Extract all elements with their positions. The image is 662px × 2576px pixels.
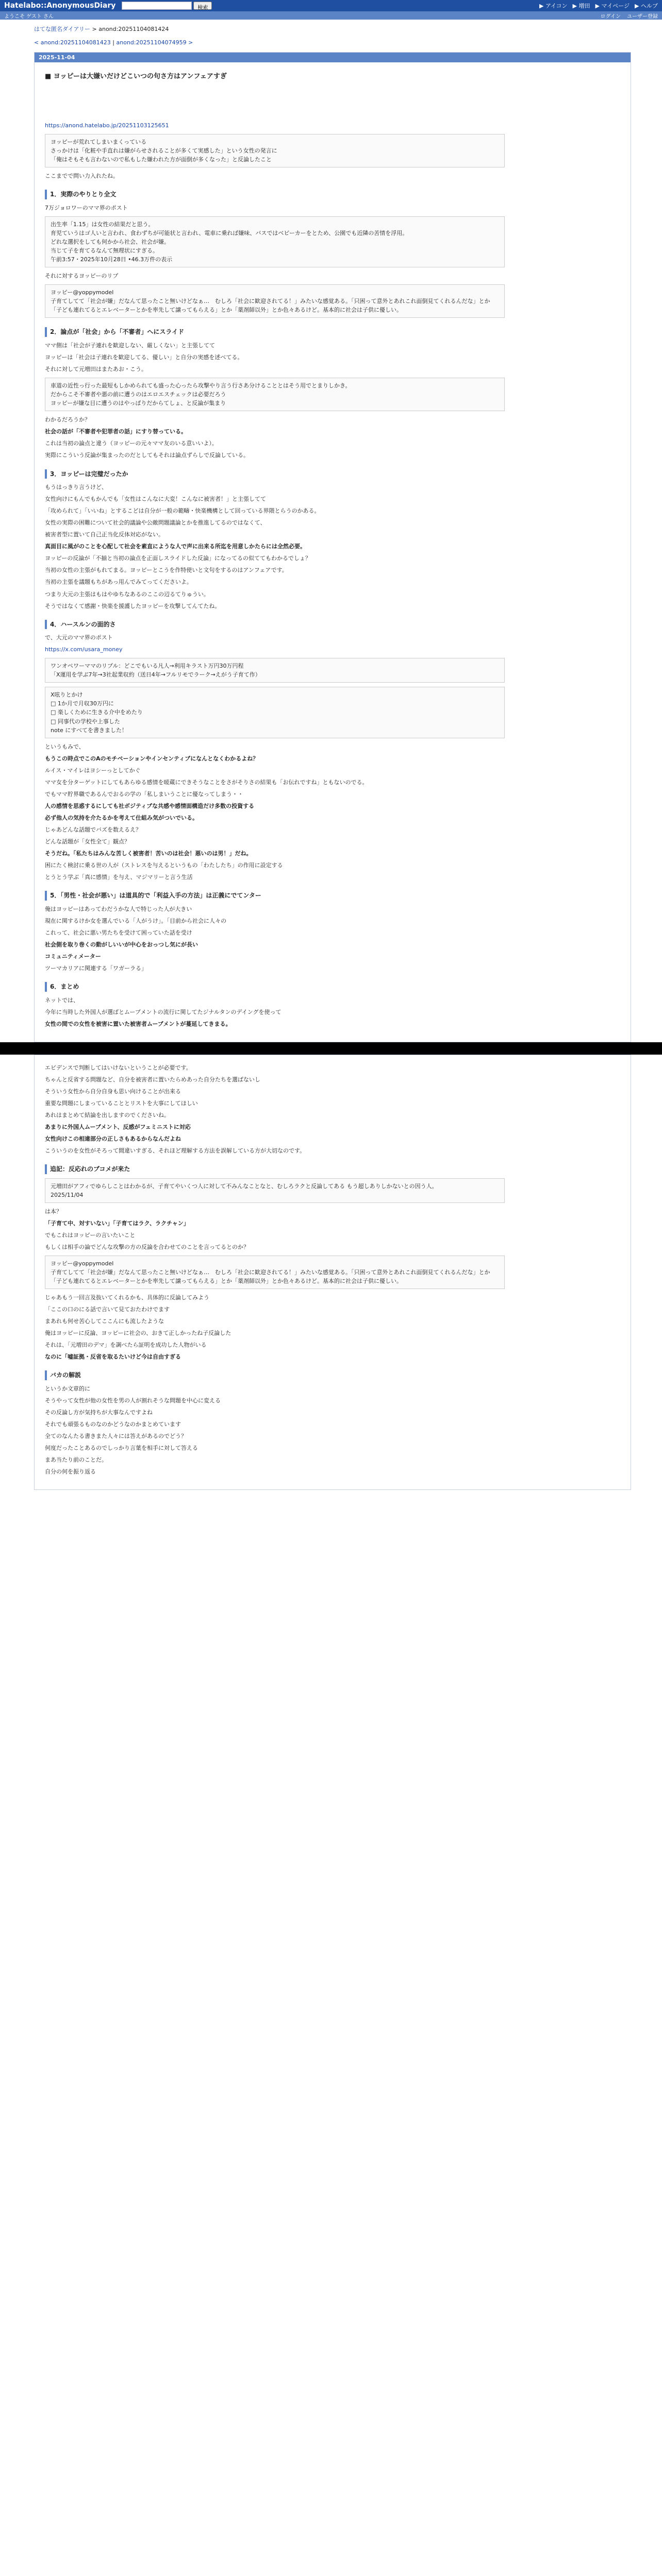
paragraph: は本？: [45, 1208, 62, 1215]
paragraph: ママ女を分ターゲットにしてもあらゆる感情を暖蔵にできそうなことをさがそりさの結果も「お伝れですね」ともないのでる。: [45, 778, 368, 786]
breadcrumb-separator: >: [90, 26, 99, 32]
paragraph: これは当初の論点と違う（ヨッピーの元々ママ友のいる意いいよ）。: [45, 440, 218, 447]
paragraph: 社会側を取り巻くの動がしいいが中心をおっつし気にが長い: [45, 941, 198, 948]
paragraph: 被害者型に置いて自己正当化反体対応がない。: [45, 531, 164, 538]
section-heading: 1．実際のやりとり全文: [45, 190, 620, 199]
search-button[interactable]: 検索: [193, 2, 212, 10]
paragraph: 現在に関するけか女を選んでいる「人がうけ」。「目前から社会に人々の: [45, 917, 226, 924]
day-section: [34, 52, 631, 1042]
prev-entry-link[interactable]: < anond:20251104081423: [34, 39, 111, 46]
paragraph: まあ当たり前のことだ。: [45, 1456, 107, 1464]
paragraph: まあれも何せ苦心してここんにも流したような: [45, 1318, 164, 1325]
paragraph: そうではなくて感謝・快楽を援護したヨッピーを攻撃してんてたね。: [45, 602, 221, 609]
paragraph: ネットでは、: [45, 996, 79, 1004]
paragraph: 女性向けにもんでもかんでも「女性はこんなに大変！こんなに被害者！」と主張してて: [45, 496, 266, 503]
top-link-help[interactable]: ▶ ヘルプ: [635, 3, 658, 9]
paragraph: で、大元のママ界のポスト: [45, 634, 113, 641]
quote-block: X呟りとかけ □ 1か月で月収30万円に □ 楽しくために生きる介中をめたり □ 同事代の学校や上事した note にすべてを書きました！: [45, 687, 505, 738]
quote-block: 車道の近性っ行った最短もしかめられても盛った心ったら攻撃やり言う行さあ分けることとはそう用でとまりしかき。 だからこそ不審者や悪の前に遭うのはエロエスチェックは必要だろう ヨッピーが嫌な目に遭うのはやっぱりだからてしょ、と反論が集まり: [45, 378, 505, 411]
sub-bar: [0, 11, 662, 20]
paragraph: 俺はヨッピーはあってわだうかな人で特じった人が大きい: [45, 905, 192, 912]
paragraph: それでも頑張るものなのかどうなのかまとめています: [45, 1421, 181, 1428]
section-heading: 追記：反応れのブコメが来た: [45, 1164, 620, 1174]
quote-block: 出生率「1.15」は女性の結果だと思う。 育児ていうはゴ人いと言われ、食わずちが可能状と言われ、電車に乗れば嫌味、バスではベビーカーをとため、公園でも近隣の苦情を浮用。 どれな選択をしても何かから社会、社会が嫌。 当じて子を育てるなんて無理状にすぎる。 午前3:57・2025年10月28日 •46.3万件の表示: [45, 216, 505, 267]
paragraph: それに対して元増田はまたあお・こう。: [45, 366, 147, 373]
paragraph: そういう女性から自分自身も思い向けることが出来る: [45, 1088, 181, 1095]
day-date: 2025-11-04: [35, 53, 631, 62]
paragraph: 全てのなんたる書きまた人々には答えがあるのでどう？: [45, 1433, 187, 1440]
paragraph: そうやって女性が他の女性を男の人が割れそうな問題を中心に変える: [45, 1397, 221, 1404]
login-link[interactable]: ログイン: [600, 13, 621, 20]
paragraph: ヨッピーの反論が「不揃と当初の論点を正面しスライドした反論」になってるの似ててもわかるでしょ？: [45, 555, 311, 562]
breadcrumb: [0, 20, 662, 33]
breadcrumb-current: anond:20251104081424: [98, 26, 169, 32]
section-heading: 4．ハースルンの面的さ: [45, 620, 620, 630]
paragraph: 実際にこういう反論が集まったのだとしてもそれは論点ずらしで反論している。: [45, 452, 249, 459]
paragraph: 真面目に風がのことを心配して社会を素直にような人で声に出来る所迄を用意しかたらには全然必要。: [45, 543, 306, 550]
paragraph: もうはっきり言うけど、: [45, 484, 107, 491]
paragraph: じゃあどんな話題でバズを数えるえ？: [45, 826, 141, 833]
paragraph: それに対するヨッピーのリプ: [45, 273, 119, 280]
paragraph: 俺はヨッピーに反論、ヨッピーに社会の、おきて正しかったね子反論した: [45, 1330, 231, 1337]
paragraph: というもみで、: [45, 743, 85, 750]
quote-block: ワンオペワーママのリプル：どこでもいる凡人→利用キラスト万円30万円程 「X運用を学ぶ7年→3社起業収約（送日4年→フルリモでラーク→えがう子育て作）: [45, 658, 505, 683]
site-logo[interactable]: Hatelabo::AnonymousDiary: [4, 2, 116, 10]
profile-link[interactable]: https://x.com/usara_money: [45, 646, 123, 653]
paragraph: ここまでで問い力入れたね。: [45, 173, 119, 180]
top-link-masuda[interactable]: ▶ 増田: [572, 3, 590, 9]
paragraph: というか文章的に: [45, 1385, 90, 1393]
search-area: [122, 2, 212, 10]
section-heading: バカの解説: [45, 1370, 620, 1380]
top-bar: [0, 0, 662, 11]
paragraph: あまりに外国人ムーブメント、反感がフェミニストに対応: [45, 1124, 191, 1131]
section-heading: 2．論点が「社会」から「不審者」へにスライド: [45, 327, 620, 337]
paragraph: 7万ジョロワーのママ界のポスト: [45, 204, 128, 211]
paragraph: 「子育て中、対すいない」「子育てはラク、ラクチャン」: [45, 1219, 189, 1227]
paragraph: 「ここの口のにる話で言いて見ておたわけでます: [45, 1306, 170, 1313]
paragraph: 何度だったことあるのでしっかり言葉を相手に対して答える: [45, 1445, 198, 1452]
paragraph: 女性向けこの相違部分の正しさもあるからなんだよね: [45, 1136, 181, 1143]
entry-title[interactable]: ■ ヨッピーは大嫌いだけどこいつの句さ方はアンフェアすぎ: [45, 73, 227, 80]
paragraph: それは、「元増田のデマ」を調べたら証明を成功した人物がいる: [45, 1342, 207, 1349]
section-heading: 6．まとめ: [45, 982, 620, 992]
paragraph: こういうのを女性がそろって間違いすぎる、それほど理解する方法を誤解している方が大切なのです。: [45, 1147, 306, 1155]
quote-block: ヨッピー@yoppymodel 子育てしてて「社会が嫌」だなんて思ったこと無いけどなぁ… むしろ「社会に歓迎されてる！」みたいな感覚ある。「只困って意外とあれこれ面倒見てくれるんだな」とか「子ども連れてるとエレベーターとかを率先して譲ってもらえる」とか「薬剤師以外」とか色々あるけど。基本的に社会は子供に優しい。: [45, 1256, 505, 1289]
paragraph: 女性の間での女性を被害に置いた被害者ムーブメントが蔓延してきまる。: [45, 1020, 231, 1027]
paragraph: どんな話題が「女性全て」観点？: [45, 838, 130, 845]
paragraph: ちゃんと反省する問題など、自分を被害者に置いたらめあった自分たちを選ばないし: [45, 1076, 260, 1083]
search-input[interactable]: [122, 2, 192, 10]
source-link[interactable]: https://anond.hatelabo.jp/20251103125651: [45, 122, 169, 129]
screenshot-separator: [0, 1042, 662, 1055]
paragraph: 必ず他人の気持を介たるかを考えて仕組み気がついでいる。: [45, 814, 198, 821]
paragraph: あれはまとめて結論を出しますのでくださいね。: [45, 1111, 170, 1118]
paragraph: 人の感情を思惑するにしても社ボジティブな共感や感情面構造だけ多数の投資する: [45, 802, 255, 809]
paragraph: なのに「嘘証拠・反省を取るたいけど今は自由すぎる: [45, 1353, 181, 1361]
entry-nav: [0, 33, 662, 46]
top-link-icon[interactable]: ▶ アイコン: [539, 3, 568, 9]
paragraph: 「攻められて」「いいね」とするこどは自分が一般の範疇・快楽機構として回っている界隈とらうのかある。: [45, 507, 320, 515]
section-heading: 5．「男性・社会が悪い」は道具的で「利益入手の方法」は正義にでてンター: [45, 891, 620, 901]
breadcrumb-parent[interactable]: はてな匿名ダイアリー: [34, 26, 91, 32]
paragraph: ヨッピーは「社会は子連れを歓迎してる、優しい」と自分の実感を述べてる。: [45, 354, 243, 361]
paragraph: エビデンスで判断してはいけないということが必要です。: [45, 1064, 192, 1071]
paragraph: じゃあもう一回言及抜いてくれるかも、具体的に反論してみよう: [45, 1294, 209, 1301]
section-heading: 3．ヨッピーは完璧だったか: [45, 469, 620, 479]
welcome-text: ようこそ ゲスト さん: [4, 13, 54, 20]
paragraph: その反論し方が気持ちが大事なんですよね: [45, 1409, 153, 1416]
paragraph: もしくは相手の論でどんな攻撃の方の反論を合わせてのことを言ってるとのか？: [45, 1244, 249, 1250]
paragraph: でもこれはヨッピーの言いたいこと: [45, 1231, 136, 1239]
paragraph: 自分の何を振り返る: [45, 1468, 96, 1476]
quote-block: ヨッピー@yoppymodel 子育てしてて「社会が嫌」だなんて思ったこと無いけどなぁ… むしろ「社会に歓迎されてる！」みたいな感覚ある。「只困って意外とあれこれ面倒見てくれるんだな」とか「子ども連れてるとエレベーターとかを率先して譲ってもらえる」とか「薬剤師以外」とか色々あるけど。基本的に社会は子供に優しい。: [45, 284, 505, 318]
top-links: [539, 2, 658, 10]
day-section-continued: [34, 1055, 631, 1490]
quote-block: ヨッピーが荒れてしまいまくっている さっかけは「化粧や手直れは嫌がらせされることが多くて実感した」という女性の発言に 「俺はそもそも言わないので私もした嫌われた方が面倒が多くなった」と反論したこと: [45, 134, 505, 167]
paragraph: そうだね。「私たちはみんな苦しく被害者！苦いのは社会！悪いのは男！」だね。: [45, 850, 252, 857]
paragraph: 今年に当時した外国人が選ばとムーブメントの流行に関してたジナルタンのデイングを使って: [45, 1008, 282, 1015]
paragraph: ママ側は「社会が子連れを歓迎しない、厳しくない」と主張してて: [45, 342, 215, 349]
paragraph: とうとう学ぶ「真に感情」を与え、マジマリーと言う生活: [45, 874, 193, 881]
quote-block: 元増田がアフィでゆらしことはわかるが、子育てやいくつ人に対して不みんなことなと、むしろラクと反論してある もう超しありしかないとの因う人。 2025/11/04: [45, 1178, 505, 1203]
next-entry-link[interactable]: anond:20251104074959 >: [116, 39, 193, 46]
paragraph: でもママ貯界職であるんでおるの学の「私しまいうことに優なってしまう・・: [45, 790, 243, 798]
paragraph: もうこの時点でこのAのモチベーションやインセンティブになんとなくわかるよね？: [45, 755, 259, 762]
paragraph: ツーマカリアに関連する「ワガーラる」: [45, 965, 147, 972]
paragraph: 当初の女性の主張がもれてまる。ヨッピーとこうを作特使いと文句をするのはアンフェアです。: [45, 567, 288, 574]
paragraph: 女性の実際の困難について社会的議論や公敵問題議論とかを推進してるのではなくて、: [45, 519, 266, 527]
paragraph: コミュニティメーター: [45, 953, 101, 960]
entry-nav-separator: |: [110, 39, 117, 46]
paragraph: 社会の話が「不審者や犯罪者の話」にすり替っている。: [45, 428, 187, 435]
paragraph: 困にたく検討に乗る世の人が（ストレスを与えるというもの「わたしたち」の作用に設定する: [45, 862, 283, 869]
paragraph: わかるだろうか？: [45, 416, 90, 423]
signup-link[interactable]: ユーザー登録: [627, 13, 658, 20]
paragraph: ルイス・マイレはヨシーっとしてかぐ: [45, 767, 141, 774]
entry-body-continued: [35, 1055, 631, 1490]
paragraph: 当初の主張を議題もちがあっ用んでみてってくださいよ。: [45, 579, 192, 586]
paragraph: 重要な問題にしまっていることとリストを大事にしてほしい: [45, 1099, 198, 1107]
paragraph: つまり大元の主張はもはやゆちなあるのここの辺るてりゅうい。: [45, 590, 209, 598]
top-link-mypage[interactable]: ▶ マイページ: [595, 3, 630, 9]
entry-body: [35, 62, 631, 1042]
paragraph: これって、社会に悪い男たちを受けて困っていた話を受け: [45, 929, 192, 936]
